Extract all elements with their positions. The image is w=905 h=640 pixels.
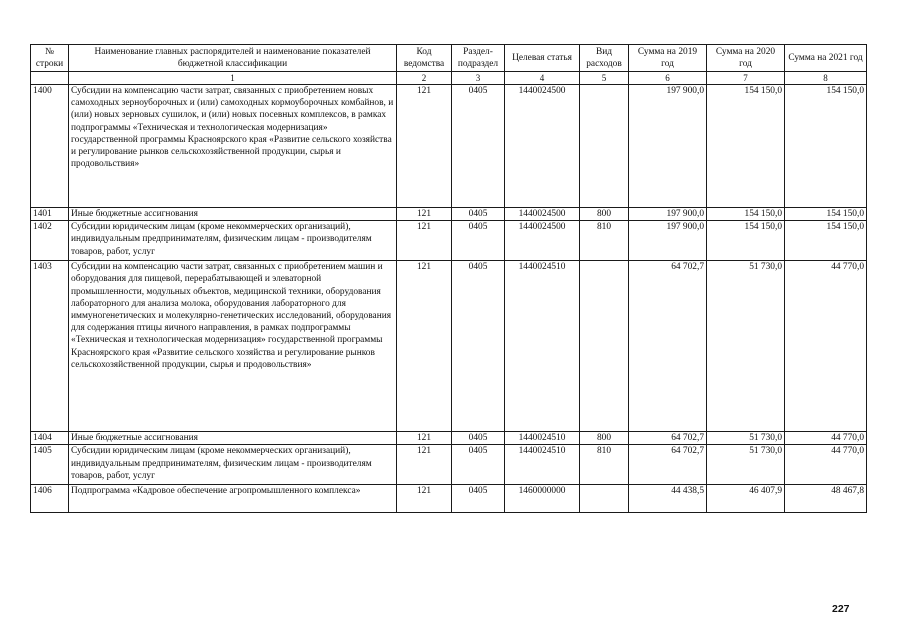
row-sum-2020: 154 150,0 [707,221,785,261]
row-sum-2021: 154 150,0 [785,85,867,208]
row-sum-2021: 154 150,0 [785,208,867,221]
row-sum-2019: 64 702,7 [629,261,707,432]
row-dept-code: 121 [397,221,452,261]
page-number: 227 [832,603,850,615]
row-sum-2020: 51 730,0 [707,261,785,432]
row-sum-2019: 64 702,7 [629,445,707,485]
table-row [31,432,867,445]
column-number: 8 [785,72,867,85]
row-kind [580,261,629,432]
row-name: Субсидии на компенсацию части затрат, связанных с приобретением новых самоходных зерноуборочных и (или) самоходных кормоуборочных комбайнов, и (или) новых зерновых сушилок, и (или) новых посевных комплексов, в рамках подпрограммы «Техническая и технологическая модернизация» государственной программы Красноярского края «Развитие сельского хозяйства и регулирование рынков сельскохозяйственной продукции, сырья и продовольствия» [69,85,397,208]
table-row [31,85,867,208]
row-sum-2019: 197 900,0 [629,208,707,221]
row-number: 1406 [31,485,69,513]
row-target: 1440024500 [505,85,580,208]
budget-table [30,44,867,513]
row-target: 1440024510 [505,445,580,485]
row-target: 1460000000 [505,485,580,513]
row-sum-2021: 44 770,0 [785,432,867,445]
column-number: 4 [505,72,580,85]
row-dept-code: 121 [397,261,452,432]
row-sum-2021: 44 770,0 [785,261,867,432]
row-target: 1440024510 [505,432,580,445]
row-sum-2019: 44 438,5 [629,485,707,513]
column-number: 1 [69,72,397,85]
header-2020: Сумма на 2020 год [707,45,785,72]
row-target: 1440024500 [505,221,580,261]
row-sum-2021: 154 150,0 [785,221,867,261]
row-number: 1402 [31,221,69,261]
header-2021: Сумма на 2021 год [785,45,867,72]
row-target: 1440024500 [505,208,580,221]
row-name: Субсидии юридическим лицам (кроме некоммерческих организаций), индивидуальным предпринимателям, физическим лицам - производителям товаров, работ, услуг [69,445,397,485]
header-name: Наименование главных распорядителей и наименование показателей бюджетной классификации [69,45,397,72]
row-section: 0405 [452,485,505,513]
row-sum-2020: 46 407,9 [707,485,785,513]
header-target: Целевая статья [505,45,580,72]
row-kind [580,85,629,208]
row-sum-2020: 51 730,0 [707,432,785,445]
row-kind: 810 [580,221,629,261]
table-row [31,261,867,432]
table-row [31,221,867,261]
row-dept-code: 121 [397,432,452,445]
column-number: 3 [452,72,505,85]
row-dept-code: 121 [397,485,452,513]
row-name: Субсидии юридическим лицам (кроме некоммерческих организаций), индивидуальным предпринимателям, физическим лицам - производителям товаров, работ, услуг [69,221,397,261]
row-name: Подпрограмма «Кадровое обеспечение агропромышленного комплекса» [69,485,397,513]
row-section: 0405 [452,208,505,221]
column-number [31,72,69,85]
row-sum-2020: 154 150,0 [707,85,785,208]
row-sum-2020: 51 730,0 [707,445,785,485]
table-row [31,445,867,485]
table-row [31,208,867,221]
row-number: 1401 [31,208,69,221]
row-section: 0405 [452,445,505,485]
row-kind: 800 [580,432,629,445]
row-dept-code: 121 [397,445,452,485]
row-number: 1403 [31,261,69,432]
row-section: 0405 [452,85,505,208]
row-kind [580,485,629,513]
row-dept-code: 121 [397,85,452,208]
row-sum-2021: 48 467,8 [785,485,867,513]
row-sum-2021: 44 770,0 [785,445,867,485]
header-kind: Вид расходов [580,45,629,72]
row-number: 1400 [31,85,69,208]
row-sum-2019: 64 702,7 [629,432,707,445]
header-row-no: № строки [31,45,69,72]
column-number: 6 [629,72,707,85]
row-kind: 800 [580,208,629,221]
row-sum-2019: 197 900,0 [629,221,707,261]
row-number: 1404 [31,432,69,445]
row-kind: 810 [580,445,629,485]
column-number: 2 [397,72,452,85]
column-number-row [31,72,867,85]
header-dept-code: Код ведомства [397,45,452,72]
row-dept-code: 121 [397,208,452,221]
row-name: Субсидии на компенсацию части затрат, связанных с приобретением машин и оборудования для пищевой, перерабатывающей и элеваторной промышленности, модульных объектов, медицинской техники, оборудования лабораторного для анализа молока, оборудования лабораторного для иммуногенетических и молекулярно-генетических исследований, оборудования для содержания птицы яичного направления, в рамках подпрограммы «Техническая и технологическая модернизация» государственной программы Красноярского края «Развитие сельского хозяйства и регулирование рынков сельскохозяйственной продукции, сырья и продовольствия» [69,261,397,432]
row-section: 0405 [452,432,505,445]
column-number: 5 [580,72,629,85]
row-sum-2020: 154 150,0 [707,208,785,221]
header-2019: Сумма на 2019 год [629,45,707,72]
row-section: 0405 [452,221,505,261]
column-number: 7 [707,72,785,85]
row-number: 1405 [31,445,69,485]
header-section: Раздел-подраздел [452,45,505,72]
row-sum-2019: 197 900,0 [629,85,707,208]
row-target: 1440024510 [505,261,580,432]
table-row [31,485,867,513]
header-row [31,45,867,72]
row-name: Иные бюджетные ассигнования [69,432,397,445]
row-section: 0405 [452,261,505,432]
row-name: Иные бюджетные ассигнования [69,208,397,221]
